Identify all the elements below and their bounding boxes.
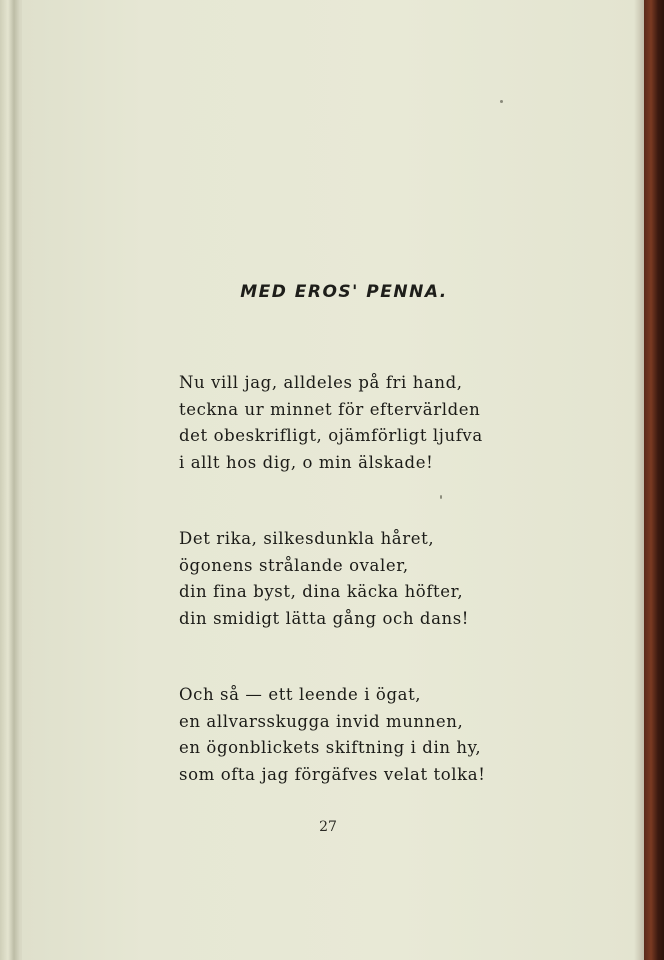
book-binding-edge: [644, 0, 664, 960]
poem-line: det obeskrifligt, ojämförligt ljufva: [179, 426, 483, 445]
poem-line: en ögonblickets skiftning i din hy,: [179, 738, 482, 757]
page-sheet: [22, 0, 644, 960]
poem-line: teckna ur minnet för eftervärlden: [179, 399, 481, 419]
paper-speck: [500, 100, 503, 103]
stanza: [179, 682, 509, 788]
poem-line: i allt hos dig, o min älskade!: [179, 452, 434, 472]
poem-line: Och så — ett leende i ögat,: [179, 685, 422, 704]
poem-line: en allvarsskugga invid munnen,: [179, 711, 464, 731]
poem-body: [179, 370, 509, 838]
poem-line: som ofta jag förgäfves velat tolka!: [179, 764, 486, 784]
stanza: [179, 526, 509, 632]
page-number: 27: [319, 819, 337, 835]
poem-line: Nu vill jag, alldeles på fri hand,: [179, 373, 463, 392]
poem-title: MED EROS' PENNA.: [240, 282, 448, 302]
gutter-shadow: [634, 0, 644, 960]
poem-line: din smidigt lätta gång och dans!: [179, 608, 470, 628]
poem-line: din fina byst, dina käcka höfter,: [179, 582, 464, 601]
poem-line: ögonens strålande ovaler,: [179, 555, 409, 575]
stanza: [179, 370, 509, 476]
poem-line: Det rika, silkesdunkla håret,: [179, 529, 435, 548]
